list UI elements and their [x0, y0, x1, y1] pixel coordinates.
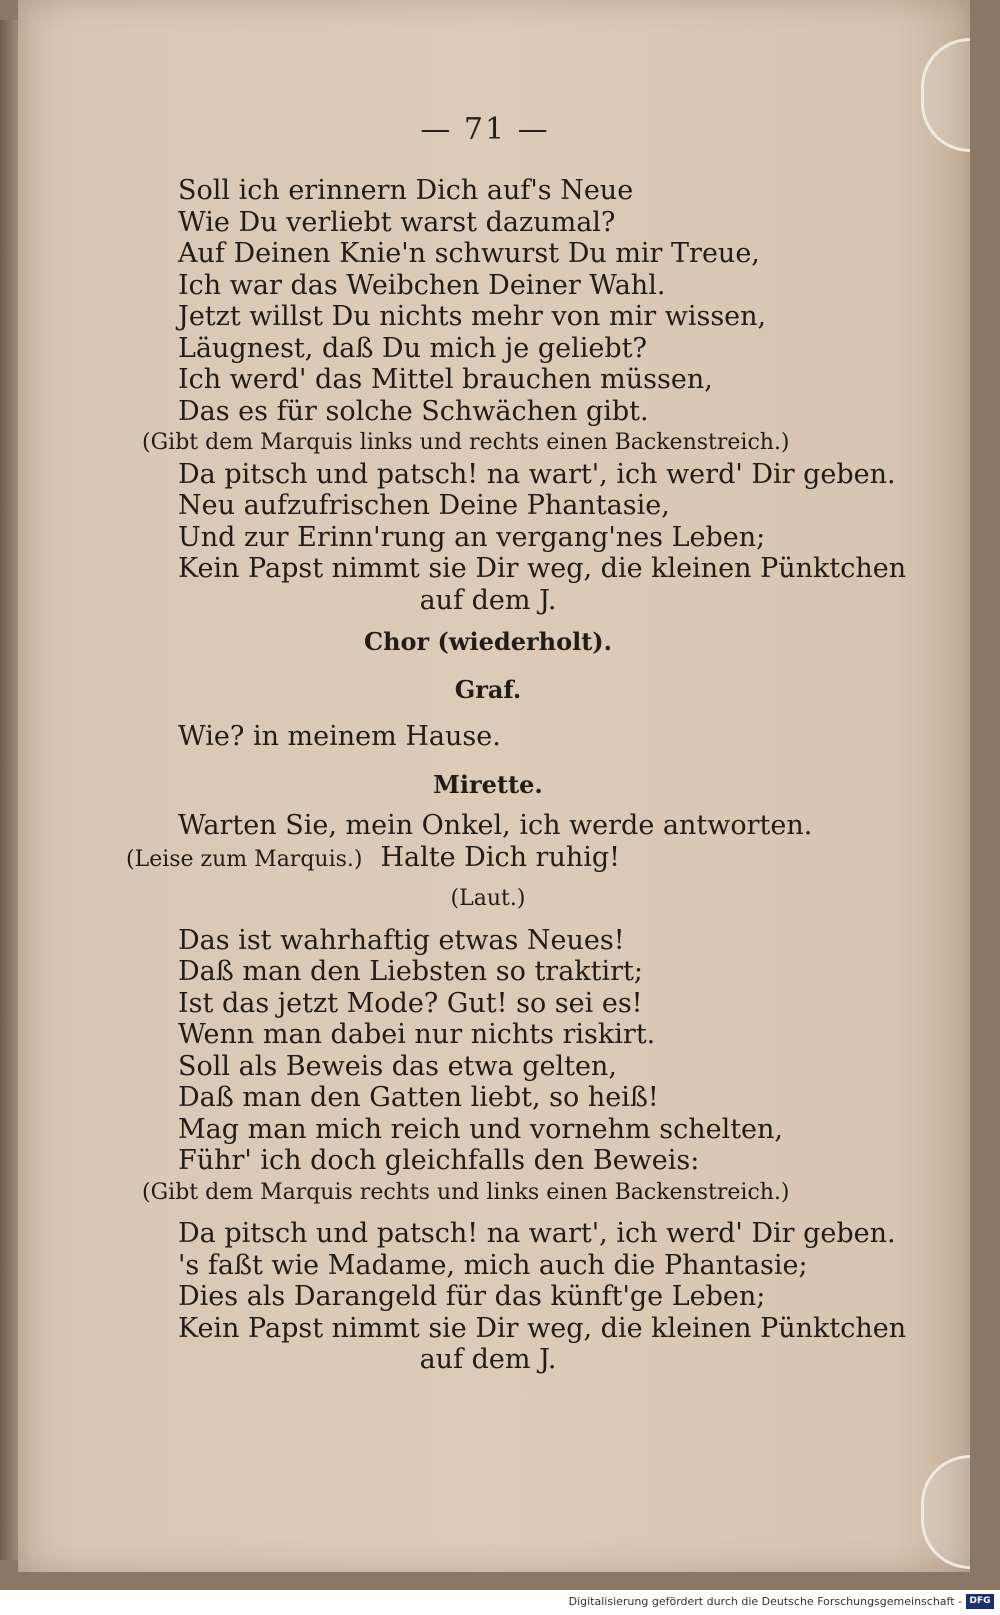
- verse-line: Wenn man dabei nur nichts riskirt.: [178, 1019, 656, 1050]
- speaker-name-graf: Graf.: [454, 674, 522, 704]
- stage-direction-laut: (Laut.): [450, 886, 526, 911]
- book-spine-edge: [0, 20, 18, 1560]
- stage-direction-inline: (Leise zum Marquis.): [126, 846, 363, 872]
- chorus-direction: Chor (wiederholt).: [363, 627, 613, 656]
- stage-direction: (Gibt dem Marquis links und rechts einen Backenstreich.): [142, 430, 790, 455]
- verse-line-continuation: auf dem J.: [419, 1344, 557, 1375]
- verse-line: Wie Du verliebt warst dazumal?: [178, 206, 616, 238]
- verse-line: Ist das jetzt Mode? Gut! so sei es!: [178, 987, 643, 1019]
- verse-line: Da pitsch und patsch! na wart', ich werd' Dir geben.: [178, 1218, 896, 1249]
- verse-line: Ich werd' das Mittel brauchen müssen,: [178, 364, 713, 395]
- verse-line: Führ' ich doch gleichfalls den Beweis:: [178, 1145, 700, 1176]
- mirette-aside-line: [126, 842, 858, 874]
- page-clip-bottom: [921, 1455, 970, 1569]
- verse-line: Ich war das Weibchen Deiner Wahl.: [178, 269, 666, 301]
- page-number: — 71 —: [420, 112, 550, 147]
- verse-line: Kein Papst nimmt sie Dir weg, die kleinen Pünktchen: [178, 1312, 907, 1344]
- verse-line: Neu aufzufrischen Deine Phantasie,: [178, 490, 670, 521]
- verse-line: Mag man mich reich und vornehm schelten,: [178, 1113, 784, 1145]
- verse-line: Und zur Erinn'rung an vergang'nes Leben;: [178, 521, 766, 553]
- verse-line: Das ist wahrhaftig etwas Neues!: [178, 924, 625, 956]
- verse-line: Auf Deinen Knie'n schwurst Du mir Treue,: [178, 238, 760, 269]
- footer-bar: [0, 1590, 1000, 1615]
- verse-line-continuation: auf dem J.: [419, 584, 557, 616]
- verse-line: Daß man den Gatten liebt, so heiß!: [178, 1082, 659, 1113]
- verse-line: Jetzt willst Du nichts mehr von mir wissen,: [178, 301, 767, 332]
- verse-line: 's faßt wie Madame, mich auch die Phantasie;: [178, 1249, 808, 1281]
- graf-line: Wie? in meinem Hause.: [178, 721, 501, 752]
- verse-line: Da pitsch und patsch! na wart', ich werd' Dir geben.: [178, 458, 896, 490]
- verse-line: Soll als Beweis das etwa gelten,: [178, 1050, 617, 1082]
- verse-line: Das es für solche Schwächen gibt.: [178, 395, 649, 427]
- mirette-line: Warten Sie, mein Onkel, ich werde antworten.: [178, 810, 813, 841]
- dfg-logo: DFG: [966, 1594, 994, 1609]
- verse-text: [126, 175, 907, 1376]
- verse-line: Daß man den Liebsten so traktirt;: [178, 956, 643, 987]
- verse-line: Soll ich erinnern Dich auf's Neue: [178, 175, 634, 206]
- verse-line: Kein Papst nimmt sie Dir weg, die kleinen Pünktchen: [178, 553, 907, 584]
- verse-line: Läugnest, daß Du mich je geliebt?: [178, 332, 647, 364]
- speaker-name-mirette: Mirette.: [433, 769, 543, 799]
- stage-direction: (Gibt dem Marquis rechts und links einen Backenstreich.): [142, 1179, 790, 1205]
- mirette-aside-text: Halte Dich ruhig!: [380, 841, 621, 873]
- verse-line: Dies als Darangeld für das künft'ge Leben;: [178, 1281, 766, 1312]
- funding-notice: Digitalisierung gefördert durch die Deutsche Forschungsgemeinschaft -: [568, 1595, 962, 1608]
